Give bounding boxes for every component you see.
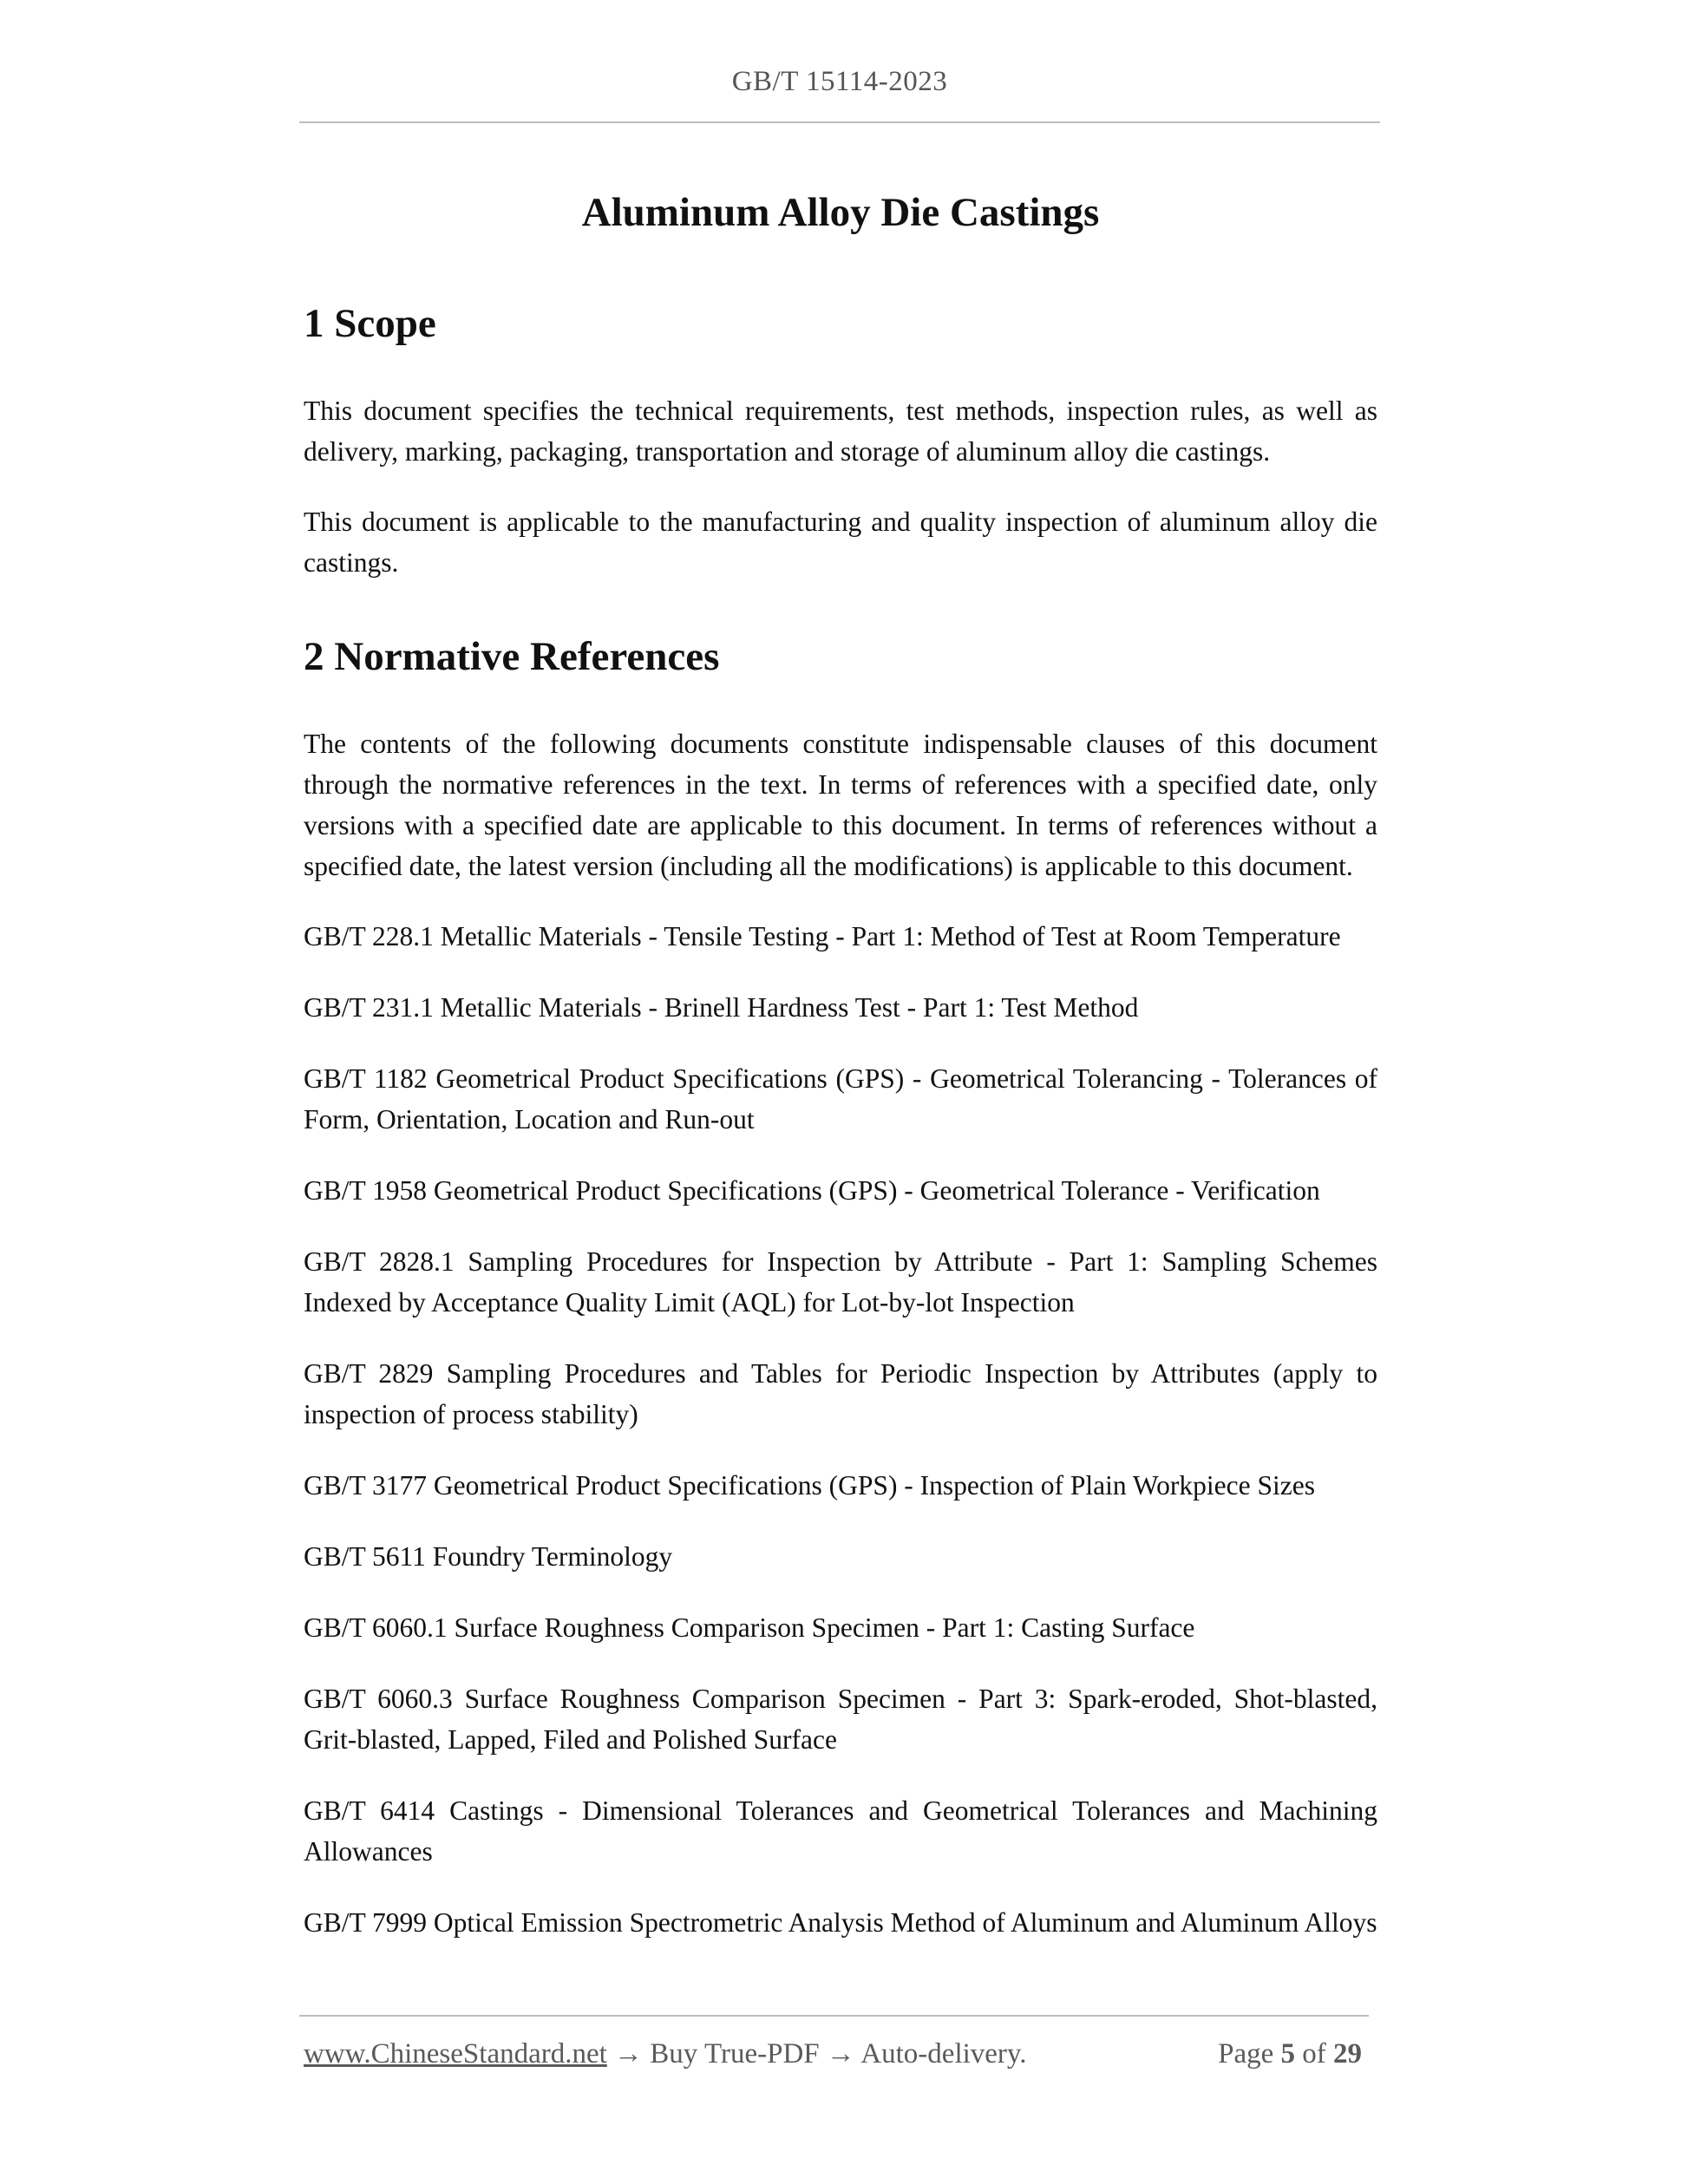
scope-paragraph: This document is applicable to the manufacturing and quality inspection of aluminum alloy die castings. bbox=[304, 507, 1377, 578]
scope-paragraph: This document specifies the technical requirements, test methods, inspection rules, as well as delivery, marking, packaging, transportation and storage of aluminum alloy die castings. bbox=[304, 396, 1377, 467]
document-title: Aluminum Alloy Die Castings bbox=[581, 190, 1100, 235]
footer-divider bbox=[299, 2015, 1369, 2017]
reference-item: GB/T 7999 Optical Emission Spectrometric Analysis Method of Aluminum and Aluminum Alloys bbox=[304, 1907, 1377, 1938]
reference-item: GB/T 5611 Foundry Terminology bbox=[304, 1541, 673, 1572]
page-content bbox=[304, 182, 1377, 1973]
reference-item: GB/T 6414 Castings - Dimensional Tolerances and Geometrical Tolerances and Machining Allowances bbox=[304, 1795, 1377, 1867]
reference-item: GB/T 228.1 Metallic Materials - Tensile Testing - Part 1: Method of Test at Room Temperature bbox=[304, 921, 1341, 951]
current-page-number: 5 bbox=[1280, 2038, 1295, 2070]
page-word: Page bbox=[1218, 2038, 1274, 2070]
page-indicator bbox=[1218, 2034, 1362, 2074]
footer-promo bbox=[304, 2034, 1027, 2074]
running-header: GB/T 15114-2023 bbox=[731, 66, 948, 97]
total-pages-number: 29 bbox=[1333, 2038, 1362, 2070]
reference-item: GB/T 3177 Geometrical Product Specifications (GPS) - Inspection of Plain Workpiece Sizes bbox=[304, 1470, 1315, 1501]
section-heading-normative-references: 2 Normative References bbox=[304, 634, 720, 679]
footer-promo-text: → Buy True-PDF → Auto-delivery. bbox=[606, 2038, 1027, 2070]
reference-item: GB/T 2829 Sampling Procedures and Tables for Periodic Inspection by Attributes (apply to inspection of process stability) bbox=[304, 1358, 1377, 1429]
header-divider bbox=[299, 121, 1380, 123]
reference-item: GB/T 2828.1 Sampling Procedures for Inspection by Attribute - Part 1: Sampling Schemes Indexed by Acceptance Quality Limit (AQL) for Lot-by-lot Inspection bbox=[304, 1246, 1377, 1318]
reference-item: GB/T 6060.3 Surface Roughness Comparison Specimen - Part 3: Spark-eroded, Shot-blasted, Grit-blasted, Lapped, Filed and Polished Surface bbox=[304, 1684, 1377, 1755]
reference-item: GB/T 231.1 Metallic Materials - Brinell Hardness Test - Part 1: Test Method bbox=[304, 992, 1139, 1023]
chinese-standard-link[interactable]: www.ChineseStandard.net bbox=[304, 2038, 607, 2070]
section-heading-scope: 1 Scope bbox=[304, 301, 436, 346]
reference-list bbox=[304, 916, 1377, 1943]
of-word: of bbox=[1302, 2038, 1326, 2070]
reference-item: GB/T 1182 Geometrical Product Specifications (GPS) - Geometrical Tolerancing - Tolerances of Form, Orientation, Location and Run-out bbox=[304, 1063, 1377, 1135]
normative-references-intro: The contents of the following documents constitute indispensable clauses of this document through the normative references in the text. In terms of references with a specified date, only versions with a specified date are applicable to this document. In terms of references without a specified date, the latest version (including all the modifications) is applicable to this document. bbox=[304, 729, 1377, 881]
reference-item: GB/T 6060.1 Surface Roughness Comparison Specimen - Part 1: Casting Surface bbox=[304, 1612, 1195, 1643]
reference-item: GB/T 1958 Geometrical Product Specifications (GPS) - Geometrical Tolerance - Verification bbox=[304, 1175, 1320, 1206]
